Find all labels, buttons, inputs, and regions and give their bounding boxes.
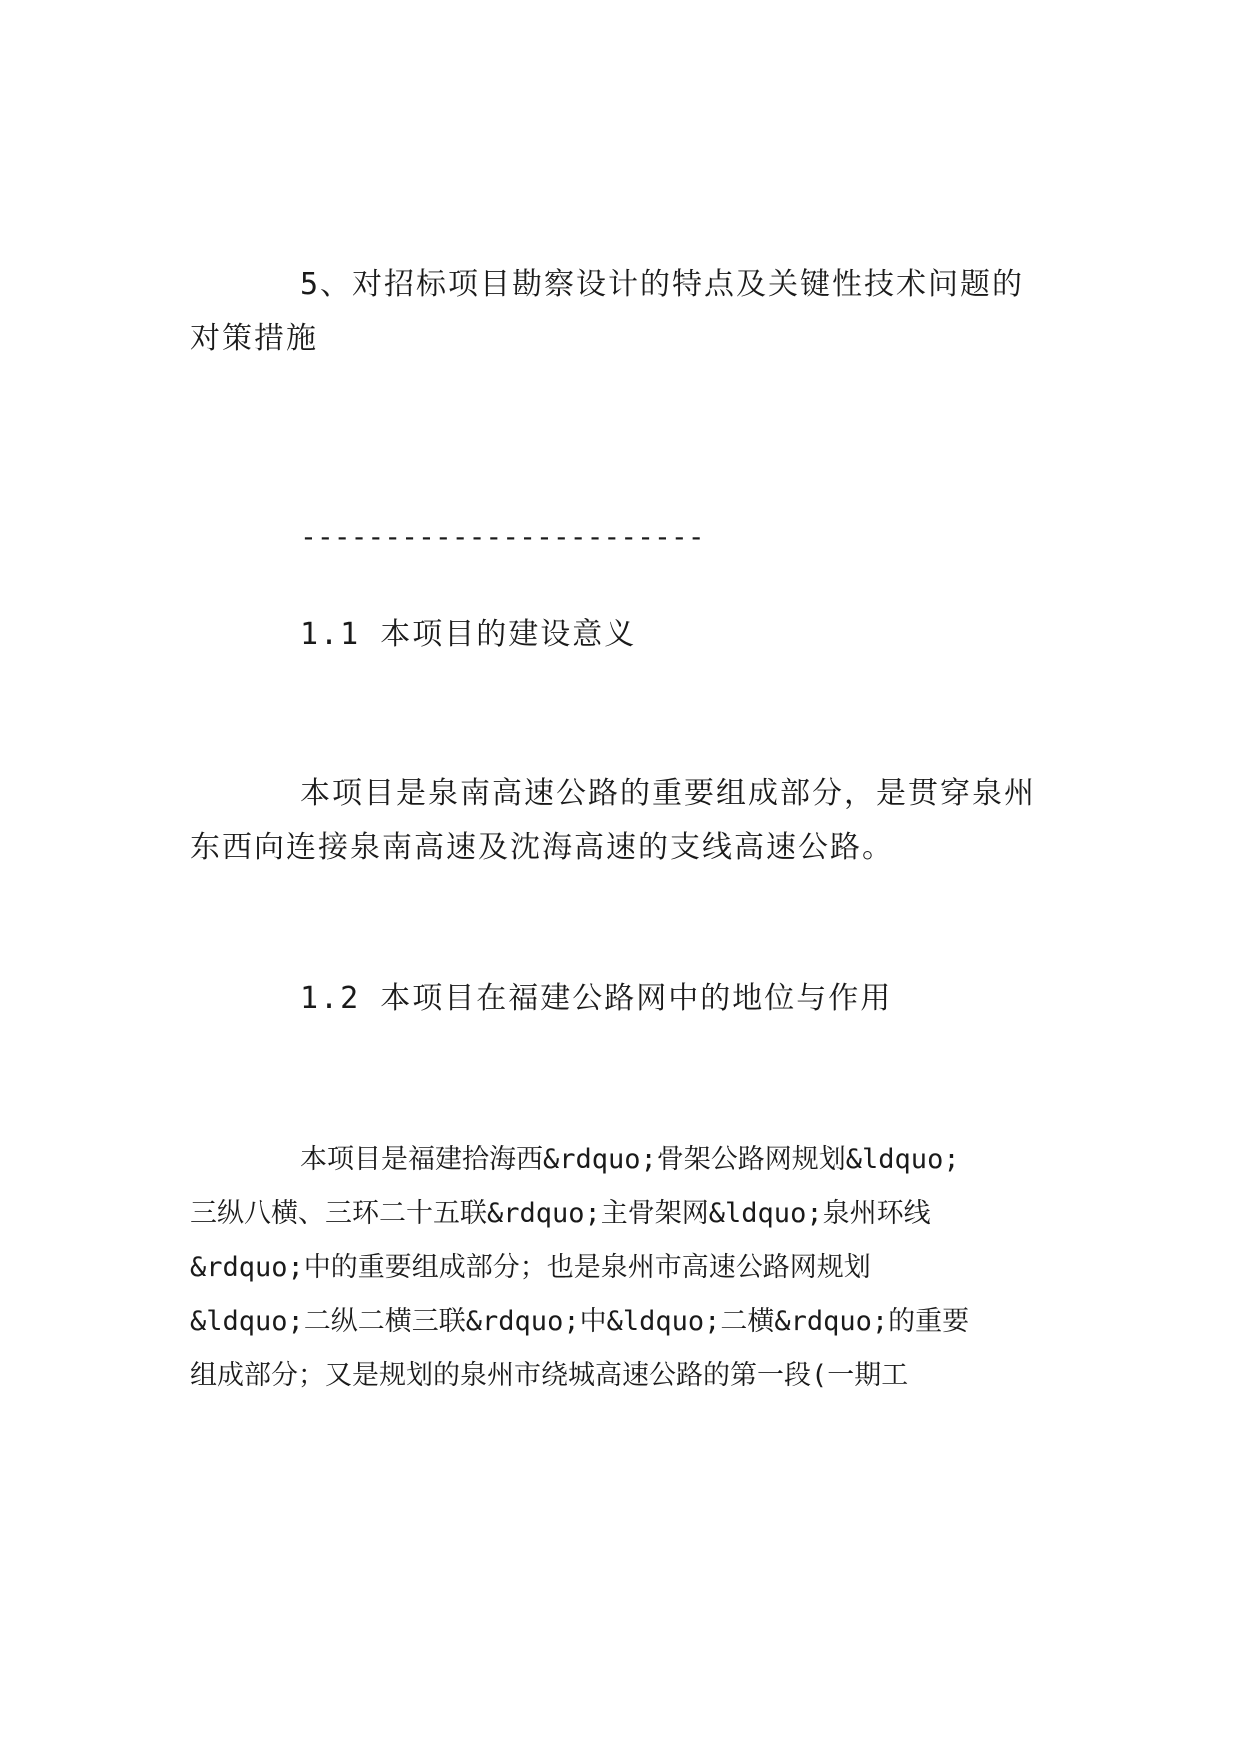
- heading-1-2: [190, 972, 1050, 1026]
- paragraph-line: 本项目是福建拾海西&rdquo;骨架公路网规划&ldquo;: [300, 1144, 960, 1175]
- paragraph-line: 三纵八横、三环二十五联&rdquo;主骨架网&ldquo;泉州环线: [190, 1198, 931, 1229]
- heading-line: 对策措施: [190, 321, 318, 356]
- paragraph-line: &ldquo;二纵二横三联&rdquo;中&ldquo;二横&rdquo;的重要: [190, 1306, 970, 1337]
- paragraph-line: 东西向连接泉南高速及沈海高速的支线高速公路。: [190, 830, 894, 865]
- heading-text: 1.1 本项目的建设意义: [300, 617, 637, 652]
- paragraph-1-1: [190, 767, 1050, 875]
- divider-line: ------------------------: [300, 520, 705, 553]
- section-heading-5: [190, 258, 1050, 366]
- paragraph-1-2: [190, 1133, 1050, 1403]
- paragraph-line: 组成部分；又是规划的泉州市绕城高速公路的第一段(一期工: [190, 1360, 909, 1391]
- heading-1-1: [190, 608, 1050, 662]
- paragraph-line: &rdquo;中的重要组成部分；也是泉州市高速公路网规划: [190, 1252, 871, 1283]
- heading-line: 5、对招标项目勘察设计的特点及关键性技术问题的: [300, 267, 1025, 302]
- heading-text: 1.2 本项目在福建公路网中的地位与作用: [300, 981, 893, 1016]
- paragraph-line: 本项目是泉南高速公路的重要组成部分，是贯穿泉州: [300, 776, 1036, 811]
